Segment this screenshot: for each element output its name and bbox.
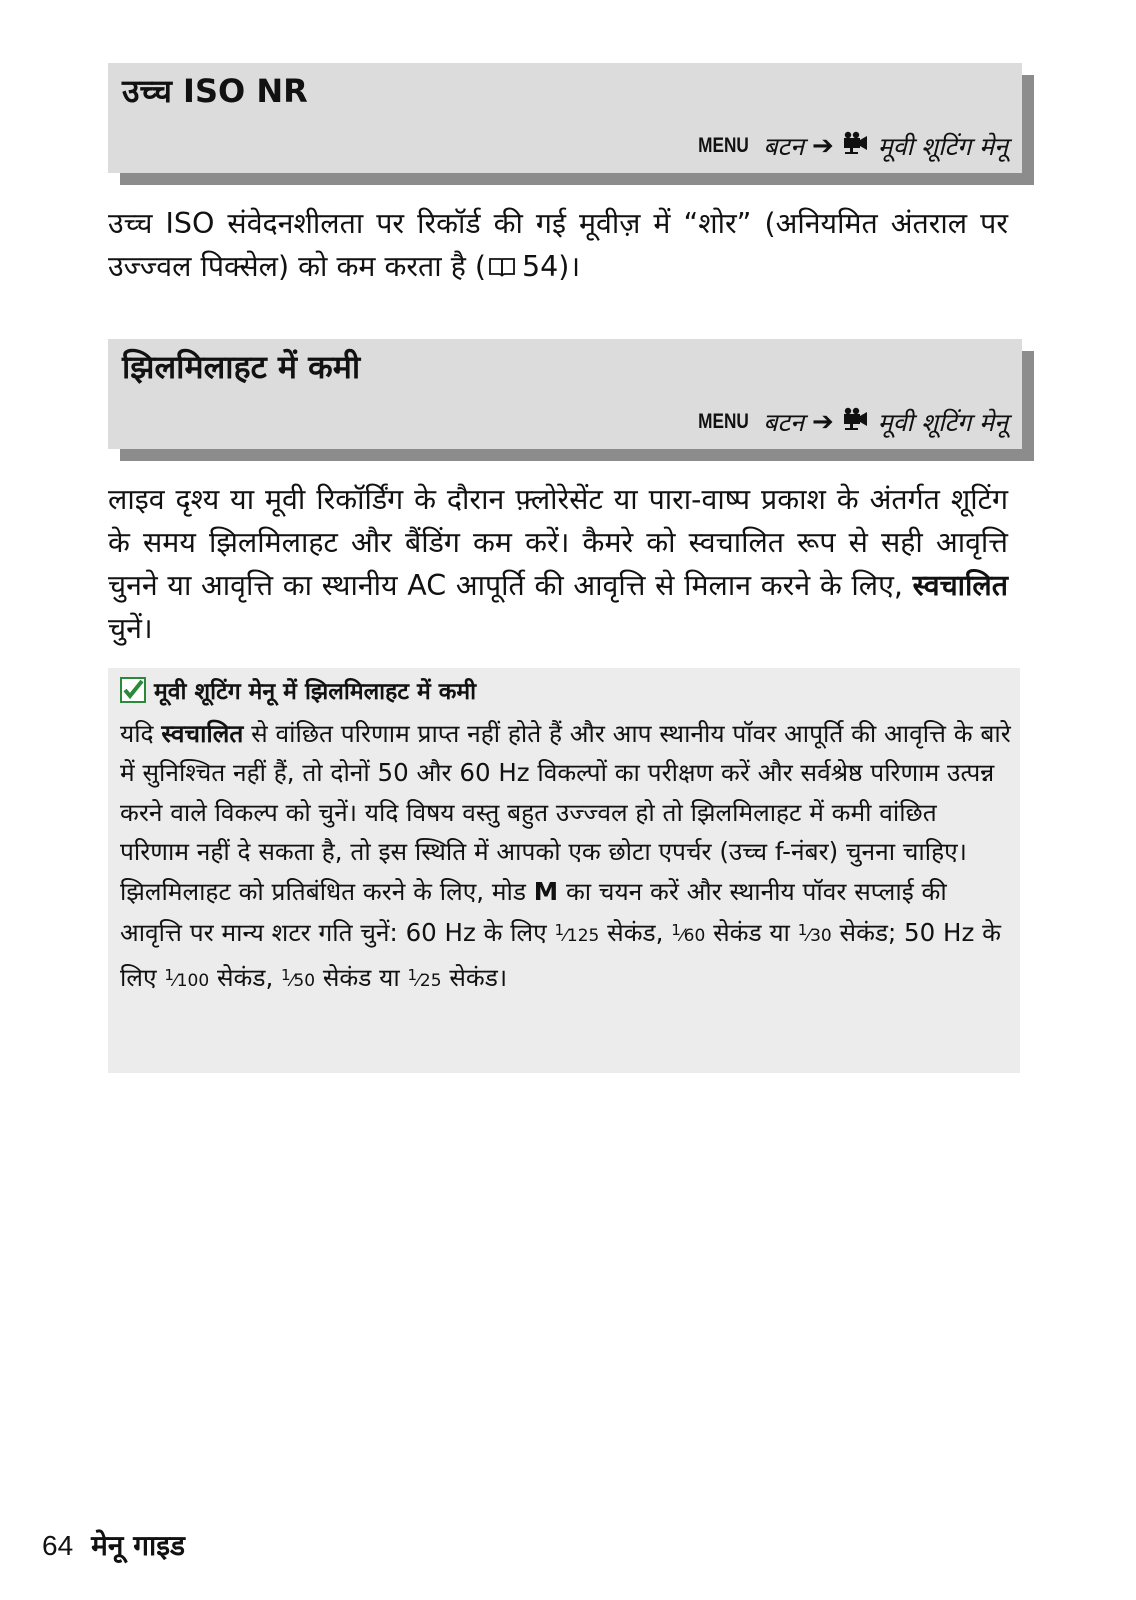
check-icon bbox=[120, 677, 146, 703]
arrow-icon: ➔ bbox=[812, 131, 834, 161]
movie-camera-icon bbox=[842, 407, 868, 437]
iso-nr-description: उच्च ISO संवेदनशीलता पर रिकॉर्ड की गई मूवीज़ में “शोर” (अनियमित अंतराल पर उज्ज्वल पिक्सेल) को कम करता है ( 54)। bbox=[108, 202, 1008, 290]
fraction: $^1$⁄125 bbox=[554, 921, 600, 947]
fraction: $^1$⁄25 bbox=[407, 966, 442, 992]
note-body: यदि स्वचालित से वांछित परिणाम प्राप्त नहीं होते हैं और आप स्थानीय पॉवर आपूर्ति की आवृत्ति के बारे में सुनिश्चित नहीं हैं, तो दोनों 50 और 60 Hz विकल्पों का परीक्षण करें और सर्वश्रेष्ठ परिणाम उत्पन्न करने वाले विकल्प को चुनें। यदि विषय वस्तु बहुत उज्ज्वल हो तो झिलमिलाहट में कमी वांछित परिणाम नहीं दे सकता है, तो इस स्थिति में आपको एक छोटा एपर्चर (उच्च f-नंबर) चुनना चाहिए। झिलमिलाहट को प्रतिबंधित करने के लिए, मोड M का चयन करें और स्थानीय पॉवर सप्लाई की आवृत्ति पर मान्य शटर गति चुनें: 60 Hz के लिए $^1$⁄125 सेकंड, $^1$⁄60 सेकंड या $^1$⁄30 सेकंड; 50 Hz के लिए $^1$⁄100 सेकंड, $^1$⁄50 सेकंड या $^1$⁄25 सेकंड। bbox=[120, 719, 1011, 993]
bold-term: स्वचालित bbox=[912, 569, 1009, 602]
menu-button-label: बटन bbox=[763, 132, 804, 161]
menu-keyword: MENU bbox=[698, 410, 750, 433]
section-title: झिलमिलाहट में कमी bbox=[122, 348, 361, 386]
menu-path bbox=[687, 129, 1008, 163]
menu-name: मूवी शूटिंग मेनू bbox=[877, 408, 1008, 437]
fraction: $^1$⁄60 bbox=[671, 921, 706, 947]
note-box bbox=[108, 668, 1020, 1073]
section-title: उच्च ISO NR bbox=[122, 72, 308, 110]
fraction: $^1$⁄30 bbox=[797, 921, 832, 947]
fraction: $^1$⁄50 bbox=[281, 966, 316, 992]
mode-letter: M bbox=[533, 876, 559, 906]
section-header-flicker bbox=[108, 339, 1022, 449]
header-box bbox=[108, 339, 1022, 449]
page-number: 64 bbox=[42, 1530, 74, 1561]
flicker-description: लाइव दृश्य या मूवी रिकॉर्डिंग के दौरान फ़्लोरेसेंट या पारा-वाष्प प्रकाश के अंतर्गत शूटिंग के समय झिलमिलाहट और बैंडिंग कम करें। कैमरे को स्वचालित रूप से सही आवृत्ति चुनने या आवृत्ति का स्थानीय AC आपूर्ति की आवृत्ति से मिलान करने के लिए, स्वचालित चुनें। bbox=[108, 483, 1009, 645]
note-title: मूवी शूटिंग मेनू में झिलमिलाहट में कमी bbox=[120, 674, 476, 706]
book-icon bbox=[488, 247, 516, 290]
menu-button-label: बटन bbox=[763, 408, 804, 437]
menu-path bbox=[687, 405, 1008, 439]
page-footer bbox=[42, 1526, 185, 1564]
section-header-iso-nr bbox=[108, 63, 1022, 173]
header-box bbox=[108, 63, 1022, 173]
bold-term: स्वचालित bbox=[161, 719, 244, 748]
footer-title: मेनू गाइड bbox=[91, 1529, 185, 1562]
menu-keyword: MENU bbox=[698, 134, 750, 157]
menu-name: मूवी शूटिंग मेनू bbox=[877, 132, 1008, 161]
page-reference: 54)। bbox=[522, 250, 581, 283]
fraction: $^1$⁄100 bbox=[164, 966, 210, 992]
movie-camera-icon bbox=[842, 131, 868, 161]
arrow-icon: ➔ bbox=[812, 407, 834, 437]
